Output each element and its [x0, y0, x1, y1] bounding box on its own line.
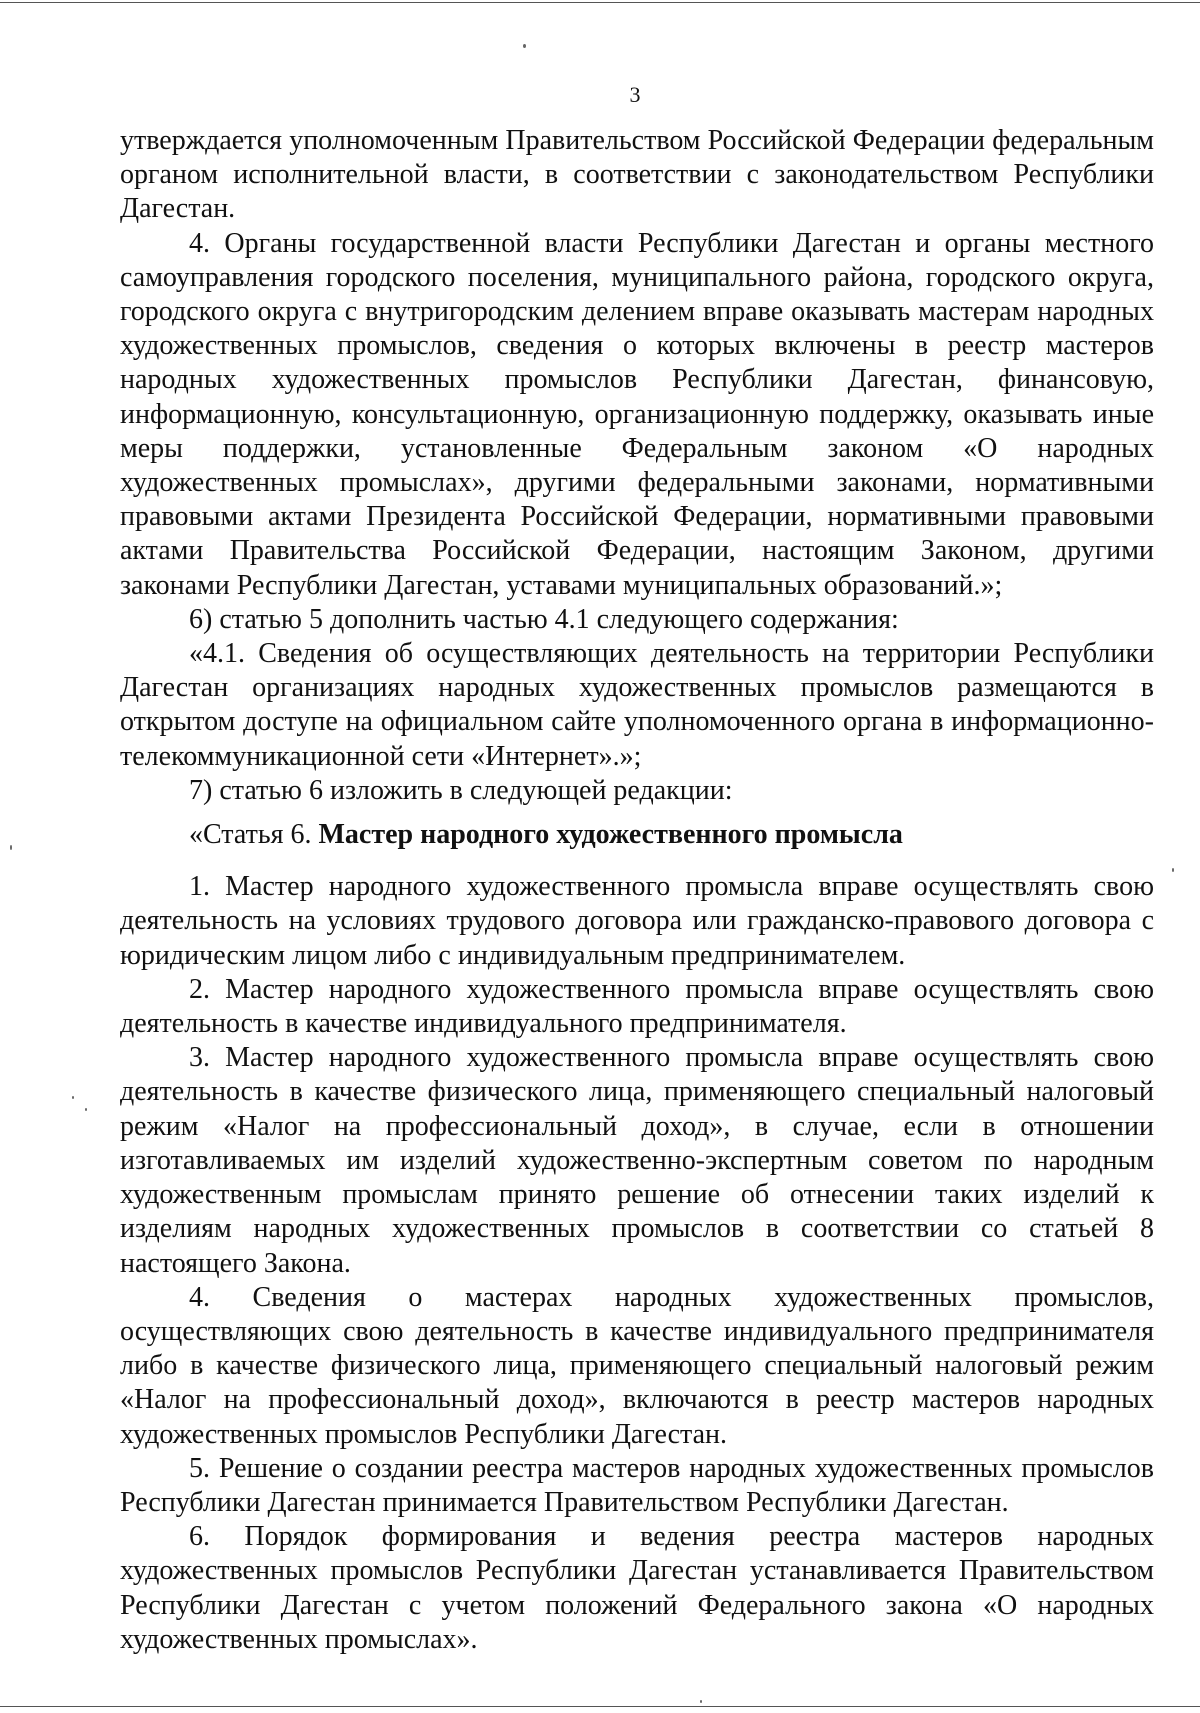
scan-bottom-border [0, 1706, 1200, 1707]
paragraph-continuation: утверждается уполномоченным Правительством Российской Федерации федеральным органом исполнительной власти, в соответствии с законодательством Республики Дагестан. [120, 125, 1154, 225]
paragraph-part-4-1: «4.1. Сведения об осуществляющих деятельность на территории Республики Дагестан организациях народных художественных промыслов размещаются в открытом доступе на официальном сайте уполномоченного органа в информационно-телекоммуникационной сети «Интернет».»; [120, 638, 1154, 772]
page-number: 3 [629, 82, 641, 107]
paragraph-amendment-6: 6) статью 5 дополнить частью 4.1 следующего содержания: [189, 603, 899, 635]
article-heading [120, 818, 1154, 852]
document-body [120, 124, 1154, 1657]
article-paragraph-1: 1. Мастер народного художественного промысла вправе осуществлять свою деятельность на условиях трудового договора или гражданско-правового договора с юридическим лицом либо с индивидуальным предпринимателем. [120, 871, 1154, 971]
scan-speck [523, 44, 526, 48]
article-paragraph-2: 2. Мастер народного художественного промысла вправе осуществлять свою деятельность в качестве индивидуального предпринимателя. [120, 973, 1154, 1040]
scan-top-border [0, 2, 1200, 3]
article-heading-title: Мастер народного художественного промысла [318, 819, 903, 851]
article-paragraph-6: 6. Порядок формирования и ведения реестра мастеров народных художественных промыслов Республики Дагестан устанавливается Правительством Республики Дагестан с учетом положений Федерального закона «О народных художественных промыслах». [120, 1521, 1154, 1655]
article-paragraph-4: 4. Сведения о мастерах народных художественных промыслов, осуществляющих свою деятельность в качестве индивидуального предпринимателя либо в качестве физического лица, применяющего специальный налоговый режим «Налог на профессиональный доход», включаются в реестр мастеров народных художественных промыслов Республики Дагестан. [120, 1281, 1154, 1450]
paragraph-amendment-7: 7) статью 6 изложить в следующей редакции: [189, 774, 733, 806]
article-heading-prefix: «Статья 6. [189, 819, 319, 851]
scan-speck [10, 845, 12, 850]
scan-speck [72, 1096, 74, 1099]
scan-speck [85, 1108, 87, 1111]
article-paragraph-3: 3. Мастер народного художественного промысла вправе осуществлять свою деятельность в качестве физического лица, применяющего специальный налоговый режим «Налог на профессиональный доход», в случае, если в отношении изготавливаемых им изделий художественно-экспертным советом по народным художественным промыслам принято решение об отнесении таких изделий к изделиям народных художественных промыслов в соответствии со статьей 8 настоящего Закона. [120, 1042, 1154, 1279]
scan-speck [1172, 868, 1174, 872]
article-paragraph-5: 5. Решение о создании реестра мастеров народных художественных промыслов Республики Дагестан принимается Правительством Республики Дагестан. [120, 1452, 1154, 1518]
paragraph-part-4: 4. Органы государственной власти Республики Дагестан и органы местного самоуправления городского поселения, муниципального района, городского округа, городского округа с внутригородским делением вправе оказывать мастерам народных художественных промыслов, сведения о которых включены в реестр мастеров народных художественных промыслов Республики Дагестан, финансовую, информационную, консультационную, организационную поддержку, оказывать иные меры поддержки, установленные Федеральным законом «О народных художественных промыслах», другими федеральными законами, нормативными правовыми актами Президента Российской Федерации, нормативными правовыми актами Правительства Российской Федерации, настоящим Законом, другими законами Республики Дагестан, уставами муниципальных образований.»; [120, 227, 1154, 601]
scan-speck [700, 1700, 702, 1703]
